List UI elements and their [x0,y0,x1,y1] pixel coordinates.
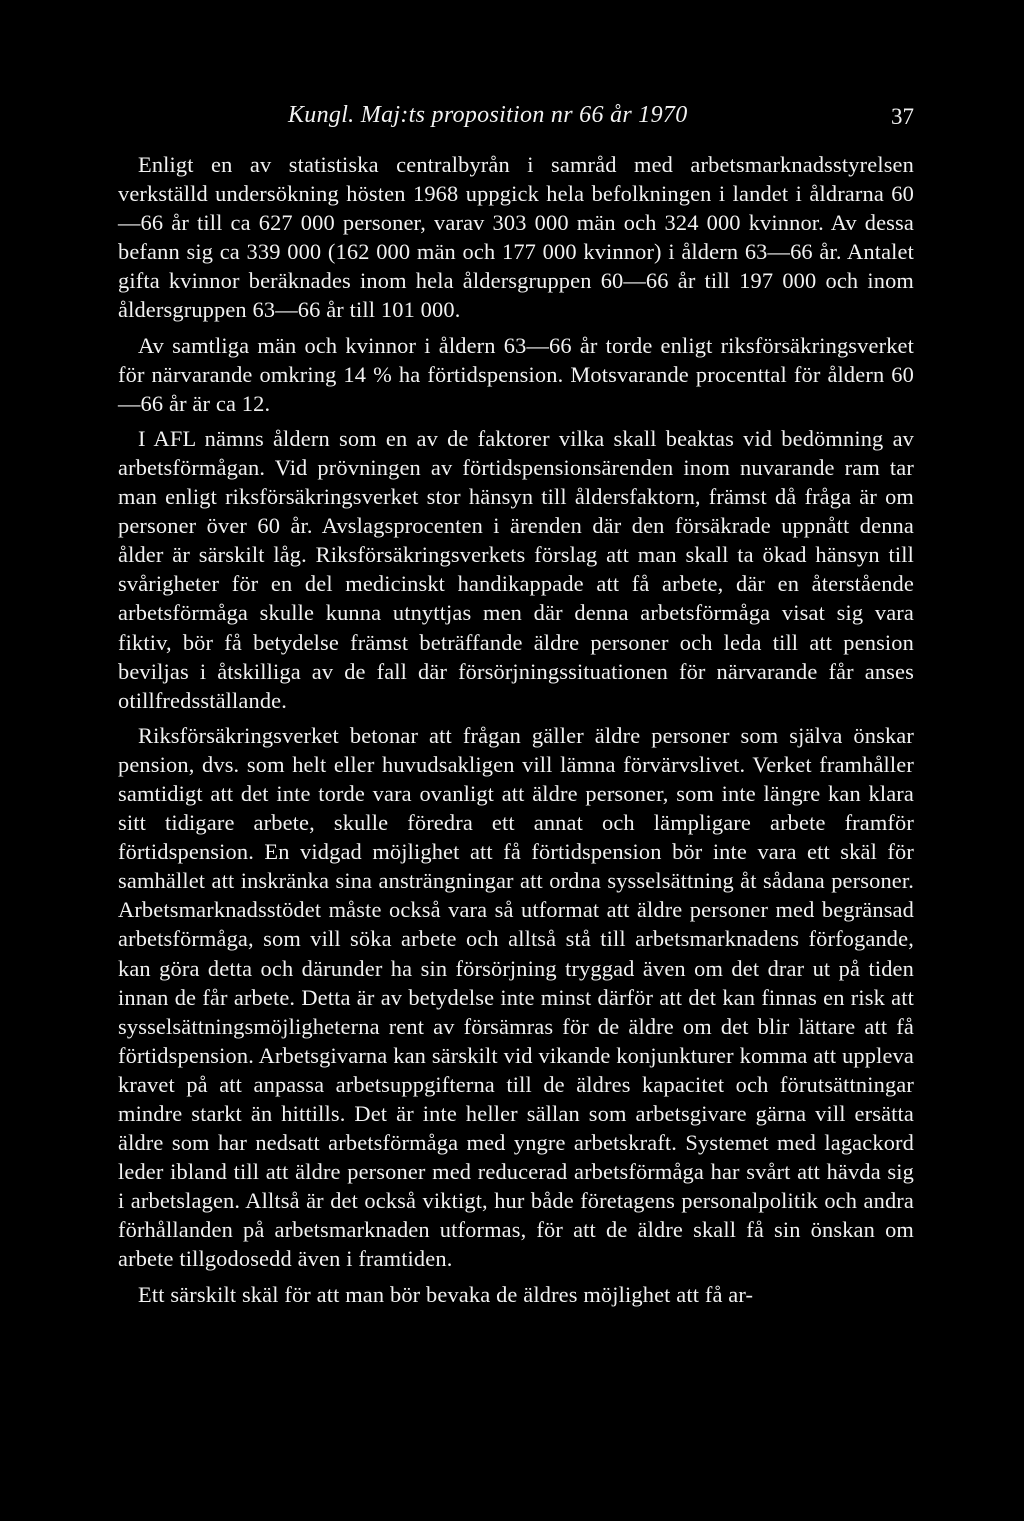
body-text [118,150,914,1315]
paragraph-employment-of-elderly: Riksförsäkringsverket betonar att frågan gäller äldre personer som själva önskar pension, dvs. som helt eller huvudsakligen vill lämna förvärvslivet. Verket framhåller samtidigt att det inte torde vara ovanligt att äldre personer, som inte längre kan klara sitt tidigare arbete, skulle föredra ett annat och lämpligare arbete framför förtidspension. En vidgad möjlighet att få förtidspension bör inte vara ett skäl för samhället att inskränka sina ansträngningar att ordna sysselsättning åt sådana personer. Arbetsmarknadsstödet måste också vara så utformat att äldre personer med begränsad arbetsförmåga, som vill söka arbete och alltså stå till arbetsmarknadens förfogande, kan göra detta och därunder ha sin försörjning tryggad även om det drar ut på tiden innan de får arbete. Detta är av betydelse inte minst därför att det kan finnas en risk att sysselsättningsmöjligheterna rent av försämras för de äldre om det blir lättare att få förtidspension. Arbetsgivarna kan särskilt vid vikande konjunkturer komma att uppleva kravet på att anpassa arbetsuppgifterna till de äldres kapacitet och förutsättningar mindre starkt än hittills. Det är inte heller sällan som arbetsgivare gärna vill ersätta äldre som har nedsatt arbetsförmåga med yngre arbetskraft. Systemet med lagackord leder ibland till att äldre personer med reducerad arbetsförmåga har svårt att hävda sig i arbetslagen. Alltså är det också viktigt, hur både företagens personalpolitik och andra förhållanden på arbetsmarknaden utformas, för att de äldre skall få sin önskan om arbete tillgodosedd även i framtiden. [118,722,914,1272]
page-header [118,102,914,134]
paragraph-population-statistics: Enligt en av statistiska centralbyrån i samråd med arbetsmarknadsstyrelsen verkställd undersökning hösten 1968 uppgick hela befolkningen i landet i åldrarna 60—66 år till ca 627 000 personer, varav 303 000 män och 324 000 kvinnor. Av dessa befann sig ca 339 000 (162 000 män och 177 000 kvinnor) i åldern 63—66 år. Antalet gifta kvinnor beräknades inom hela åldersgruppen 60—66 år till 197 000 och inom åldersgruppen 63—66 år till 101 000. [118,152,914,323]
paragraph-afl-age-factor: I AFL nämns åldern som en av de faktorer vilka skall beaktas vid bedömning av arbetsförmågan. Vid prövningen av förtidspensionsärenden inom nuvarande ram tar man enligt riksförsäkringsverket stor hänsyn till åldersfaktorn, främst då fråga är om personer över 60 år. Avslagsprocenten i ärenden där den försäkrade uppnått denna ålder är särskilt låg. Riksförsäkringsverkets förslag att man skall ta ökad hänsyn till svårigheter för en del medicinskt handikappade att få arbete, där en återstående arbetsförmåga skulle kunna utnyttjas men där denna arbetsförmåga visat sig vara fiktiv, bör få betydelse främst beträffande äldre personer och leda till att pension beviljas i åtskilliga av de fall där försörjningssituationen för närvarande får anses otillfredsställande. [118,425,914,713]
running-title: Kungl. Maj:ts proposition nr 66 år 1970 [288,102,688,128]
paragraph-special-reason: Ett särskilt skäl för att man bör bevaka de äldres möjlighet att få ar- [138,1281,754,1307]
paragraph-early-pension-share: Av samtliga män och kvinnor i åldern 63—66 år torde enligt riksförsäkringsverket för närvarande omkring 14 % ha förtidspension. Motsvarande procenttal för åldern 60—66 år är ca 12. [118,332,914,416]
page-number: 37 [891,104,914,129]
